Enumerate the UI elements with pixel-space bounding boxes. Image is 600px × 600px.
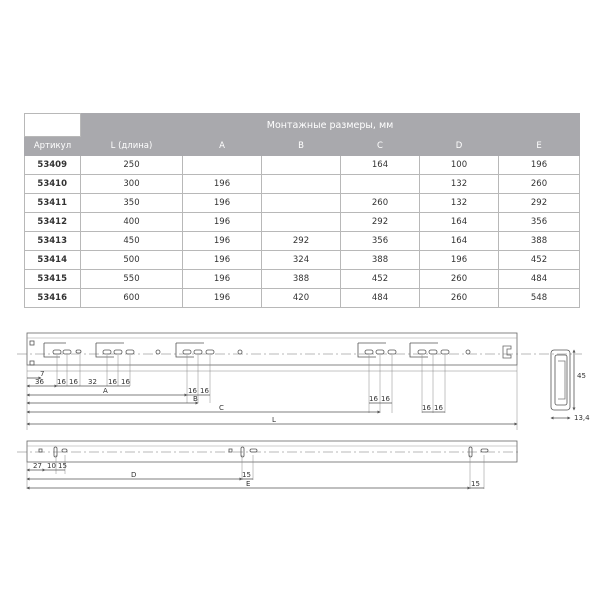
- cell-b: 324: [262, 251, 341, 270]
- cell-article: 53415: [25, 270, 81, 289]
- cell-d: 260: [420, 270, 499, 289]
- dim-15c: 15: [471, 480, 480, 488]
- dim-16j: 16: [434, 404, 443, 412]
- header-article: Артикул: [25, 137, 81, 156]
- cell-length: 250: [81, 156, 183, 175]
- dim-15b: 15: [242, 471, 251, 479]
- cell-article: 53410: [25, 175, 81, 194]
- cell-c: 388: [341, 251, 420, 270]
- cell-c: 484: [341, 289, 420, 308]
- top-rail: [17, 333, 582, 371]
- top-bracket-2: [96, 343, 160, 357]
- dim-36: 36: [35, 378, 44, 386]
- cell-article: 53411: [25, 194, 81, 213]
- cell-article: 53414: [25, 251, 81, 270]
- top-bracket-5: [410, 343, 470, 357]
- bottom-dimensions: [27, 462, 484, 488]
- cell-e: 196: [499, 156, 580, 175]
- cell-article: 53413: [25, 232, 81, 251]
- top-bracket-1: [30, 341, 81, 365]
- bottom-rail: [17, 441, 520, 462]
- rail-profile: [551, 350, 590, 422]
- dim-10: 10: [47, 462, 56, 470]
- cell-e: 484: [499, 270, 580, 289]
- cell-a: 196: [183, 232, 262, 251]
- header-e: E: [499, 137, 580, 156]
- dim-l: L: [272, 416, 276, 424]
- top-bracket-3: [176, 343, 242, 357]
- dim-e: E: [246, 480, 251, 488]
- cell-length: 500: [81, 251, 183, 270]
- cell-length: 400: [81, 213, 183, 232]
- cell-b: 388: [262, 270, 341, 289]
- dim-7: 7: [40, 370, 45, 378]
- dim-27: 27: [33, 462, 42, 470]
- top-bracket-4: [358, 343, 396, 357]
- header-b: B: [262, 137, 341, 156]
- header-c: C: [341, 137, 420, 156]
- cell-d: 196: [420, 251, 499, 270]
- dim-a: A: [103, 387, 108, 395]
- dim-d: D: [131, 471, 137, 479]
- cell-d: 100: [420, 156, 499, 175]
- cell-article: 53416: [25, 289, 81, 308]
- cell-article: 53409: [25, 156, 81, 175]
- cell-c: 452: [341, 270, 420, 289]
- cell-d: 260: [420, 289, 499, 308]
- cell-article: 53412: [25, 213, 81, 232]
- cell-d: 164: [420, 232, 499, 251]
- dim-45: 45: [577, 372, 586, 380]
- cell-e: 548: [499, 289, 580, 308]
- dim-b: B: [193, 395, 198, 403]
- dim-16e: 16: [188, 387, 197, 395]
- dim-32: 32: [88, 378, 97, 386]
- dim-16b: 16: [69, 378, 78, 386]
- cell-c: 260: [341, 194, 420, 213]
- dim-16i: 16: [422, 404, 431, 412]
- dim-16f: 16: [200, 387, 209, 395]
- cell-a: 196: [183, 175, 262, 194]
- cell-b: 292: [262, 232, 341, 251]
- cell-e: 292: [499, 194, 580, 213]
- cell-d: 132: [420, 175, 499, 194]
- top-dimensions: [27, 370, 517, 424]
- dim-16a: 16: [57, 378, 66, 386]
- header-a: A: [183, 137, 262, 156]
- bottom-extension-lines: [27, 455, 484, 489]
- cell-length: 450: [81, 232, 183, 251]
- table-title: Монтажные размеры, мм: [81, 114, 580, 137]
- cell-c: 164: [341, 156, 420, 175]
- dim-c: C: [219, 404, 224, 412]
- cell-length: 300: [81, 175, 183, 194]
- cell-d: 164: [420, 213, 499, 232]
- cell-e: 356: [499, 213, 580, 232]
- cell-a: 196: [183, 289, 262, 308]
- header-length: L (длина): [81, 137, 183, 156]
- cell-e: 260: [499, 175, 580, 194]
- cell-e: 388: [499, 232, 580, 251]
- cell-c: 292: [341, 213, 420, 232]
- cell-length: 550: [81, 270, 183, 289]
- cell-a: 196: [183, 270, 262, 289]
- cell-a: 196: [183, 251, 262, 270]
- dim-16h: 16: [381, 395, 390, 403]
- header-d: D: [420, 137, 499, 156]
- cell-d: 132: [420, 194, 499, 213]
- dim-16c: 16: [108, 378, 117, 386]
- cell-c: 356: [341, 232, 420, 251]
- dim-16g: 16: [369, 395, 378, 403]
- dim-16d: 16: [121, 378, 130, 386]
- cell-length: 600: [81, 289, 183, 308]
- cell-e: 452: [499, 251, 580, 270]
- cell-b: 420: [262, 289, 341, 308]
- cell-a: 196: [183, 194, 262, 213]
- dim-15a: 15: [58, 462, 67, 470]
- cell-length: 350: [81, 194, 183, 213]
- cell-a: 196: [183, 213, 262, 232]
- dim-13-4: 13,4: [574, 414, 590, 422]
